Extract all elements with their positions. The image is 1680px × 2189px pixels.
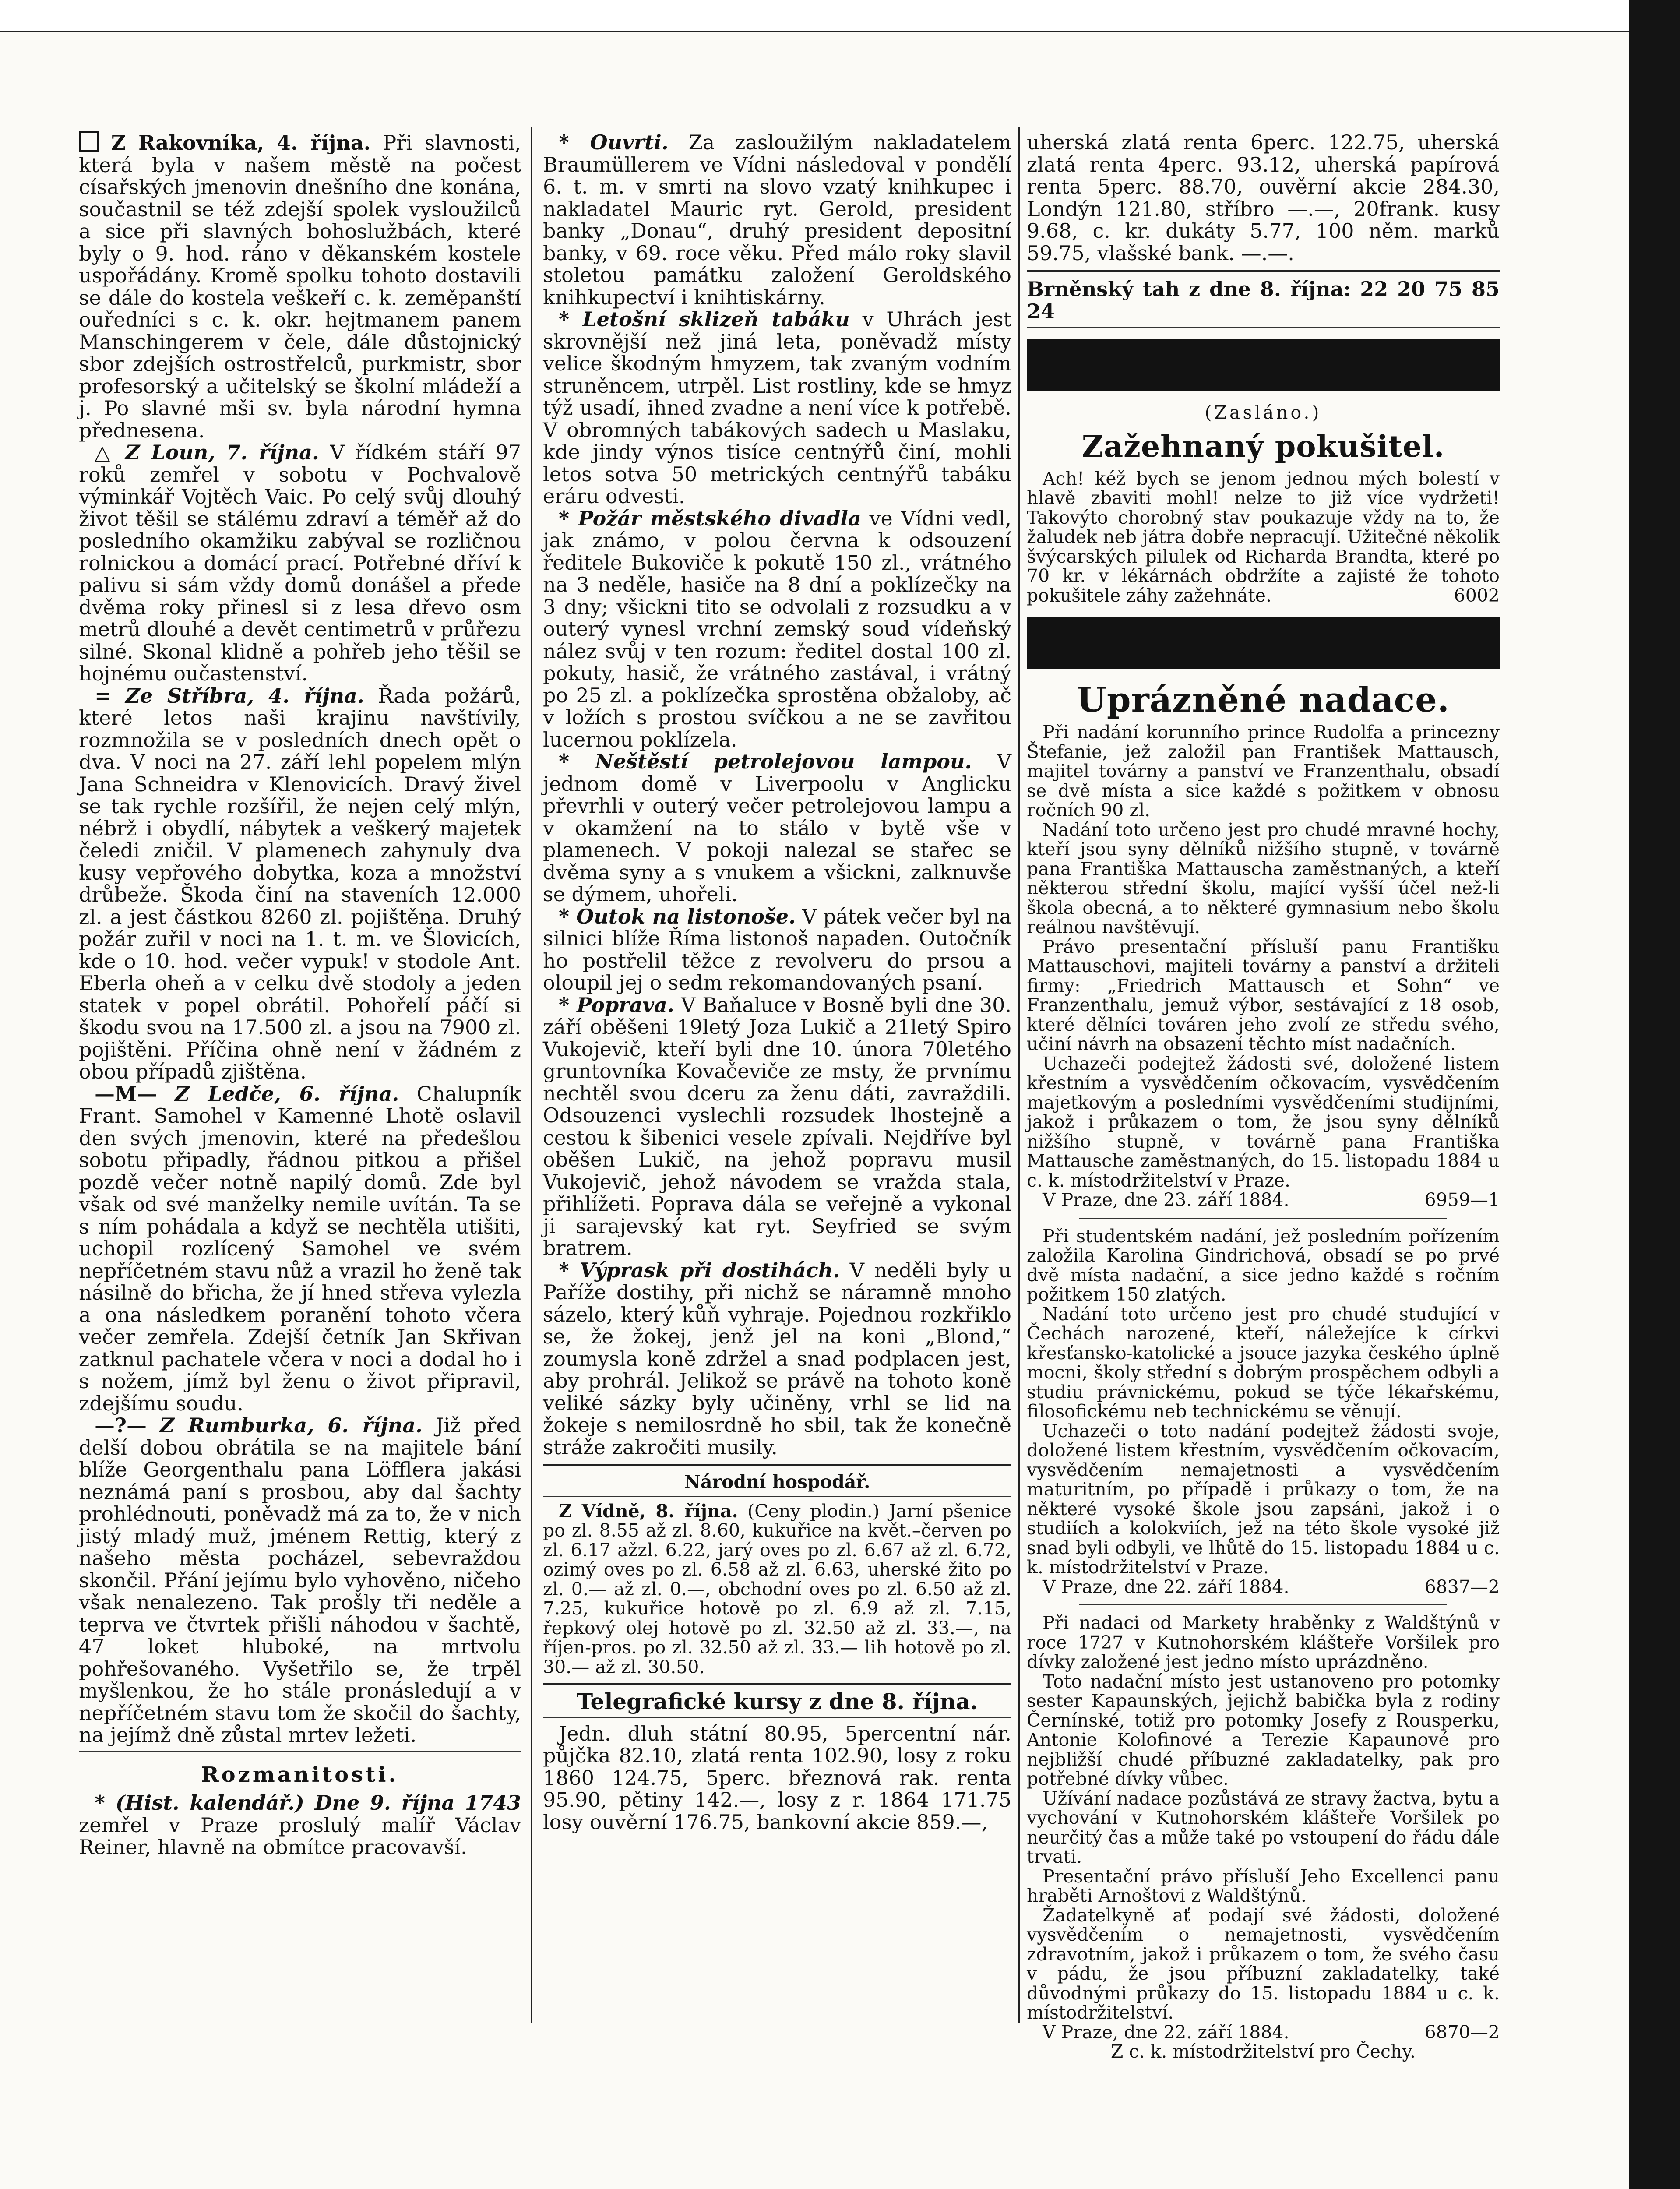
section-divider	[543, 1496, 1011, 1497]
article-body: Řada požárů, které letos naši krajinu navštívily, rozmnožila se v posledních dnech opět o dva. V noci na 27. září lehl popelem mlýn Jana Schneidra v Klenovicích. Dravý živel se tak rychle rozšířil, že nejen celý mlýn, nébrž i obydlí, nábytek a veškerý majetek čeledi zničil. V plamenech zahynuly dva kusy vepřového dobytka, koza a množství drůbeže. Škoda činí na staveních 12.000 zl. a jest částkou 8260 zl. pojištěna. Druhý požár zuřil v noci na 1. t. m. ve Šlovicích, kde o 10. hod. večer vypuk! v stodole Ant. Eberla oheň a v celku dvě stodoly a jeden statek v popel obrátil. Pohořelí páčí si škodu svou na 17.500 zl. a jsou na 7900 zl. pojištěni. Příčina ohně není v žádném z obou případů zjištěna.	[79, 684, 521, 1083]
zaslano-label: (Zasláno.)	[1205, 402, 1322, 423]
nadace-title: Uprázněné nadace.	[1077, 680, 1450, 720]
notice-paragraph: Užívání nadace pozůstává ze stravy žactva, bytu a vychování v Kutnohorském klášteře Voršilek po neurčitý čas a může také po vstoupení do řádu dále trvati.	[1027, 1787, 1500, 1867]
article-listonose	[543, 906, 1011, 994]
article-body: Za zasloužilým nakladatelem Braumüllerem ve Vídni následoval v pondělí 6. t. m. v smrti na slovo vzatý knihkupec i nakladatel Mauric ryt. Gerold, president banky „Donau“, druhý president depositní banky, v 69. roce věku. Před málo roky slavil stoletou památku založení Geroldského knihkupectví i knihtiskárny.	[543, 130, 1011, 309]
article-lead: * (Hist. kalendář.) Dne 9. října 1743	[95, 1791, 521, 1815]
section-heading-hospodar: Národní hospodář.	[684, 1471, 870, 1492]
notice-paragraph: Při studentském nadání, jež posledním pořízením založila Karolina Gindrichová, obsadí se po prvé dvě místa nadační, a sice jedno každé s ročním požitkem 150 zlatých.	[1027, 1225, 1500, 1305]
article-pozar	[543, 508, 1011, 751]
article-body: Chalupník Frant. Samohel v Kamenné Lhotě oslavil den svých jmenovin, které na předešlou sobotu připadly, řádnou pitkou a přišel pozdě večer notně napilý domů. Zde byl však od své manželky nemile uvítán. Ta se s ním pohádala a když se nechtěla utišiti, uchopil rozlícený Samohel ve svém nepříčetném stavu nůž a vrazil ho ženě tak násilně do břicha, že jí hned střeva vylezla a ona následkem poranění tohoto včera večer zemřela. Zdejší četník Jan Skřivan zatknul pachatele včera v noci a dodal ho i s nožem, jímž byl ženu o život připravil, zdejšímu soudu.	[79, 1082, 521, 1415]
column-2	[543, 131, 1011, 1833]
section-heading-kursy: Telegrafické kursy z dne 8. října.	[577, 1688, 978, 1714]
notice-divider	[1079, 1218, 1447, 1219]
notice-paragraph: Právo presentační přísluší panu Františku Mattauschovi, majiteli továrny a panství a držiteli firmy: „Friedrich Mattausch et Sohn“ ve Franzenthalu, jemuž výbor, sestávající z 18 osob, které dělníci továren jeho zvolí ze středu svého, učiní návrh na obsazení těchto míst nadačních.	[1027, 936, 1500, 1054]
notice-signature	[1027, 2023, 1500, 2042]
article-body: zemřel v Praze proslulý malíř Václav Reiner, hlavně na obmítce pracovavší.	[79, 1813, 521, 1859]
ad-text: Ach! kéž bych se jenom jednou mých bolestí v hlavě zbaviti mohl! nelze to již více vydržeti! Takovýto chorobný stav poukazuje vždy na to, že žaludek neb játra dobře nepracují. Užitečné několik švýcarských pilulek od Richarda Brandta, které po 70 kr. v lékárnách obdržíte a zajisté že tohoto pokušitele záhy zažehnáte.	[1027, 468, 1500, 606]
article-body: (Ceny plodin.) Jarní pšenice po zl. 8.55 až zl. 8.60, kukuřice na květ.–červen po zl. 6.17 ažzl. 6.22, jarý oves po zl. 6.67 až zl. 6.72, ozimý oves po zl. 6.58 až zl. 6.63, uherské žito po zl. 0.— až zl. 0.—, obchodní oves po zl. 6.50 až zl. 7.25, kukuřice hotově po zl. 6.9 až zl. 7.15, řepkový olej hotově po zl. 32.50 až zl. 33.—, na říjen-pros. po zl. 32.50 až zl. 33.— lih hotově po zl. 30.— až zl. 30.50.	[543, 1500, 1011, 1678]
article-body: ve Vídni vedl, jak známo, v polou června k odsouzení ředitele Bukoviče k pokutě 150 zl., vrátného na 3 neděle, hasiče na 8 dní a poklízečky na 3 dny; všickni tito se odvolali z rozsudku a v outerý vynesl vrchní zemský soud vídeňský nález svůj v ten rozum: ředitel dostal 100 zl. pokuty, hasič, že vrátného zastával, i vrátný po 25 zl. a poklízečka sprostěna obžaloby, ač v ložích s prostou svíčkou a ne se zavřitou lucernou poklízela.	[543, 506, 1011, 751]
column-rule-2	[1018, 127, 1020, 2023]
article-marker: △	[95, 441, 115, 464]
black-band	[1027, 339, 1500, 391]
article-body: Při slavnosti, která byla v našem městě na počest císařských jmenovin dnešního dne konána, součastnil se též zdejší spolek vysloužilců a sice při slavných bohoslužbách, které byly o 9. hod. ráno v děkanském kostele uspořádány. Kromě spolku tohoto dostavili se dále do kostela veškeří c. k. zeměpanští ouředníci s c. k. okr. hejtmanem panem Manschingerem v čele, dále důstojnický sbor zdejších ostrostřelců, purkmistr, sbor profesorský a učitelský se školní mládeží a j. Po slavné mši sv. byla národní hymna přednesena.	[79, 131, 521, 442]
article-body: V Baňaluce v Bosně byli dne 30. září oběšeni 19letý Joza Lukič a 21letý Spiro Vukojevič, kteří byli dne 10. února 70letého gruntovníka Kovačeviče ze msty, že prvnímu nechtěl svou dceru za ženu dáti, zavraždili. Odsouzenci vyslechli rozsudek lhostejně a cestou k šibenici vesele zpívali. Nejdříve byl oběšen Lukič, na jehož popravu musil Vukojevič, jehož návodem se vražda stala, přihlížeti. Poprava dála se veřejně a vykonal ji sarajevský kat ryt. Seyfried se svým bratrem.	[543, 993, 1011, 1260]
notice-divider	[1079, 1604, 1447, 1605]
notice-paragraph: Při nadaci od Markety hraběnky z Waldštýnů v roce 1727 v Kutnohorském klášteře Voršilek pro dívky založené jest jedno místo uprázdněno.	[1027, 1612, 1500, 1672]
notice-number: 6959—1	[1424, 1189, 1500, 1210]
notice-paragraph: Uchazeči o toto nadání podejtež žádosti svoje, doložené listem křestním, vysvědčením očkovacím, vysvědčením nemajetnosti a vysvědčením maturitním, po případě i průkazy o tom, že na některé vysoké škole jsou zapsáni, jakož i o studiích a kolokviích, jež na této škole vysoké již snad byli odbyli, ve lhůtě do 15. listopadu 1884 u c. k. místodržitelství v Praze.	[1027, 1420, 1500, 1578]
article-ledec	[79, 1083, 521, 1415]
article-lead: * Požár městského divadla	[559, 506, 861, 530]
article-marker: —?—	[95, 1414, 147, 1437]
section-divider	[543, 1717, 1011, 1718]
section-divider	[543, 1464, 1011, 1466]
article-poprava	[543, 994, 1011, 1259]
article-body: V pátek večer byl na silnici blíže Říma listonoš napaden. Outočník ho postřelil těžce z revolveru do prsou a oloupil jej o sedm rekomandovaných psaní.	[543, 904, 1012, 994]
article-ceny-plodin	[543, 1502, 1011, 1677]
article-body: V jednom domě v Liverpoolu v Anglicku převrhli v outerý večer petrolejovou lampu a v okamžení na to stálo v bytě vše v plamenech. V pokoji nalezal se stařec se dvěma syny a s vnukem a všickni, zalknuvše se dýmem, uhořeli.	[543, 750, 1011, 906]
article-lead: * Výprask při dostihách.	[559, 1258, 840, 1282]
article-ouvrti	[543, 131, 1011, 308]
article-lead: * Outok na listonoše.	[559, 904, 796, 928]
square-icon	[79, 131, 99, 152]
notice-paragraph: Uchazeči podejtež žádosti své, doložené listem křestním a vysvědčením očkovacím, vysvědčením majetkovým a posledními vysvědčeními studijními, jakož i průkazem o tom, že jsou syny dělníků nižšího stupně, v továrně pana Františka Mattausche zaměstnaných, do 15. listopadu 1884 u c. k. místodržitelství v Praze.	[1027, 1053, 1500, 1191]
nadace-notice-1	[1027, 723, 1500, 1210]
article-lead: * Neštěstí petrolejovou lampou.	[559, 750, 972, 773]
nadace-notice-2	[1027, 1227, 1500, 1597]
article-marker: —M—	[95, 1082, 157, 1106]
notice-paragraph: Žadatelkyně ať podají své žádosti, doložené vysvědčením o nemajetnosti, vysvědčením zdravotním, jakož i průkazem o tom, že svého času v pádu, že jsou příbuzní zakladatelky, také důvodnými průkazy do 15. listopadu 1884 u c. k. místodržitelství.	[1027, 1904, 1500, 2023]
article-lead: Z Ledče, 6. října.	[175, 1082, 399, 1106]
ad-body	[1027, 469, 1500, 606]
article-kursy: Jedn. dluh státní 80.95, 5percentní nár. půjčka 82.10, zlatá renta 102.90, losy z roku 1860 124.75, 5perc. březnová rak. renta 95.90, pětiny 142.—, losy z r. 1864 171.75 losy ouvěrní 176.75, bankovní akcie 859.—,	[543, 1721, 1011, 1834]
nadace-notice-3	[1027, 1613, 1500, 2062]
notice-office: Z c. k. místodržitelství pro Čechy.	[1110, 2041, 1416, 2062]
ad-title: Zažehnaný pokušitel.	[1081, 429, 1445, 464]
section-divider	[543, 1683, 1011, 1685]
notice-number: 6837—2	[1424, 1576, 1500, 1597]
column-3	[1027, 131, 1500, 2062]
article-body: Již před delší dobou obrátila se na majitele bání blíže Georgenthalu pana Löfflera jakási neznámá paní s prosbou, aby dal šachty prohlédnouti, poněvadž má za to, že v nich jistý mladý muž, jménem Rettig, který z našeho města pocházel, sebevraždou skončil. Přání jejímu bylo vyhověno, ničeho však nenalezeno. Tak prošly tři neděle a teprva ve čtvrtek přišli náhodou v šachtě, 47 loket hluboké, na mrtvolu pohřešovaného. Vyšetřilo se, že trpěl myšlenkou, že ho stále pronásledují a v nepříčetném stavu tom že skočil do šachty, na jejímž dně zůstal mrtev ležeti.	[79, 1414, 521, 1747]
notice-paragraph: Při nadání korunního prince Rudolfa a princezny Štefanie, jež založil pan František Mattausch, majitel továrny a panství ve Franzenthalu, obsadí se dvě místa a sice každé s požitkem v obnosu ročních 90 zl.	[1027, 722, 1500, 821]
article-lead: Z Loun, 7. října.	[125, 441, 319, 464]
article-tabak	[543, 308, 1011, 508]
section-heading-rozmanitosti: Rozmanitosti.	[201, 1762, 399, 1787]
page-right-edge	[1629, 0, 1680, 2189]
article-lead: Z Rakovníka, 4. října.	[111, 131, 371, 155]
article-marker: =	[95, 684, 112, 708]
notice-paragraph: Presentační právo přísluší Jeho Excellenci panu hraběti Arnoštovi z Waldštýnů.	[1027, 1865, 1500, 1906]
article-lead: * Letošní sklizeň tabáku	[559, 307, 850, 331]
notice-number: 6870—2	[1424, 2021, 1500, 2043]
article-kursy-continued: uherská zlatá renta 6perc. 122.75, uherská zlatá renta 4perc. 93.12, uherská papírová renta 5perc. 88.70, ouvěrní akcie 284.30, Londýn 121.80, stříbro —.—, 20frank. kusy 9.68, c. kr. dukáty 5.77, 100 něm. marků 59.75, vlašské bank. —.—.	[1027, 130, 1500, 265]
column-rule-1	[531, 127, 532, 2023]
notice-paragraph: Nadání toto určeno jest pro chudé mravné hochy, kteří jsou syny dělníků nižšího stupně, v továrně pana Františka Mattauscha zaměstnaných, a kteří některou střední školu, mající vyšší účel než-li škola obecná, a to některé gymnasium nebo školu reálnou navštěvují.	[1027, 819, 1500, 938]
notice-signature	[1027, 1190, 1500, 1210]
article-rakovnik	[79, 131, 521, 441]
section-divider	[1027, 327, 1500, 328]
notice-date: V Praze, dne 23. září 1884.	[1043, 1189, 1289, 1210]
article-kalendar	[79, 1792, 521, 1858]
lottery-draw: Brněnský tah z dne 8. října: 22 20 75 85 24	[1027, 277, 1500, 323]
section-divider	[1027, 270, 1500, 272]
article-lead: Z Rumburka, 6. října.	[159, 1414, 423, 1437]
article-lead: Z Vídně, 8. října.	[559, 1500, 738, 1522]
page-top-edge	[0, 0, 1680, 32]
article-lampa	[543, 751, 1011, 906]
notice-date: V Praze, dne 22. září 1884.	[1043, 2021, 1289, 2043]
notice-date: V Praze, dne 22. září 1884.	[1043, 1576, 1289, 1597]
ad-number: 6002	[1454, 585, 1500, 606]
article-lead: * Poprava.	[559, 993, 674, 1017]
article-lead: Ze Stříbra, 4. října.	[125, 684, 364, 708]
article-body: v Uhrách jest skrovnější než jiná leta, poněvadž místy velice škodným hmyzem, tak zvaným vodním struněncem, utrpěl. List rostliny, kde se hmyz týž usadí, ihned zvadne a není více k potřebě. V obromných tabákových sadech u Maslaku, kde jindy výnos tisíce centnýřů činí, mohli letos sotva 50 metrických centnýřů tabáku eráru odvesti.	[543, 307, 1011, 508]
article-body: V neděli byly u Paříže dostihy, při nichž se náramně mnoho sázelo, který kůň vyhraje. Pojednou rozkřiklo se, že žokej, jenž jel na koni „Blond,“ zoumysla koně zdržel a snad podplacen jest, aby prohrál. Jelikož se právě na tohoto koně veliké sázky byly učiněny, vrhl se lid na žokeje s nemilosrdně ho sbil, tak že konečně stráže zakročiti musily.	[543, 1258, 1011, 1459]
notice-paragraph: Toto nadační místo jest ustanoveno pro potomky sester Kapaunských, jejichž babička byla z rodiny Černínské, totiž pro potomky Josefy z Rousperku, Antonie Kolofinové a Terezie Kapaunové pro nejbližší chudé příbuzné zakladatelky, pak pro potřebné dívky vůbec.	[1027, 1671, 1500, 1789]
section-divider	[79, 1751, 521, 1752]
notice-paragraph: Nadání toto určeno jest pro chudé studující v Čechách narozené, kteří, náležejíce k církvi křesťansko-katolické a jsouce jazyka českého úplně mocni, školy střední s dobrým prospěchem odbyli a studiu právnickému, pokud se týče lékařskému, filosofickému neb technickému se věnují.	[1027, 1303, 1500, 1422]
black-band	[1027, 617, 1500, 669]
article-rumburk	[79, 1414, 521, 1746]
article-body: V řídkém stáří 97 roků zemřel v sobotu v Pochvalově výminkář Vojtěch Vaic. Po celý svůj dlouhý život těšil se stálému zdraví a téměř až do posledního okamžiku zabýval se rozličnou rolnickou a domácí prací. Potřebné dříví k palivu si sám vždy domů donášel a přede dvěma roky přinesl si z lesa dřevo osm metrů dlouhé a devět centimetrů v průřezu silné. Skonal klidně a pohřeb jeho těšil se hojnému oučastenství.	[79, 441, 521, 685]
article-lead: * Ouvrti.	[559, 130, 669, 154]
article-dostihy	[543, 1259, 1011, 1459]
column-1	[79, 131, 521, 1858]
article-louny	[79, 441, 521, 685]
article-stribro	[79, 685, 521, 1083]
notice-signature	[1027, 1577, 1500, 1597]
